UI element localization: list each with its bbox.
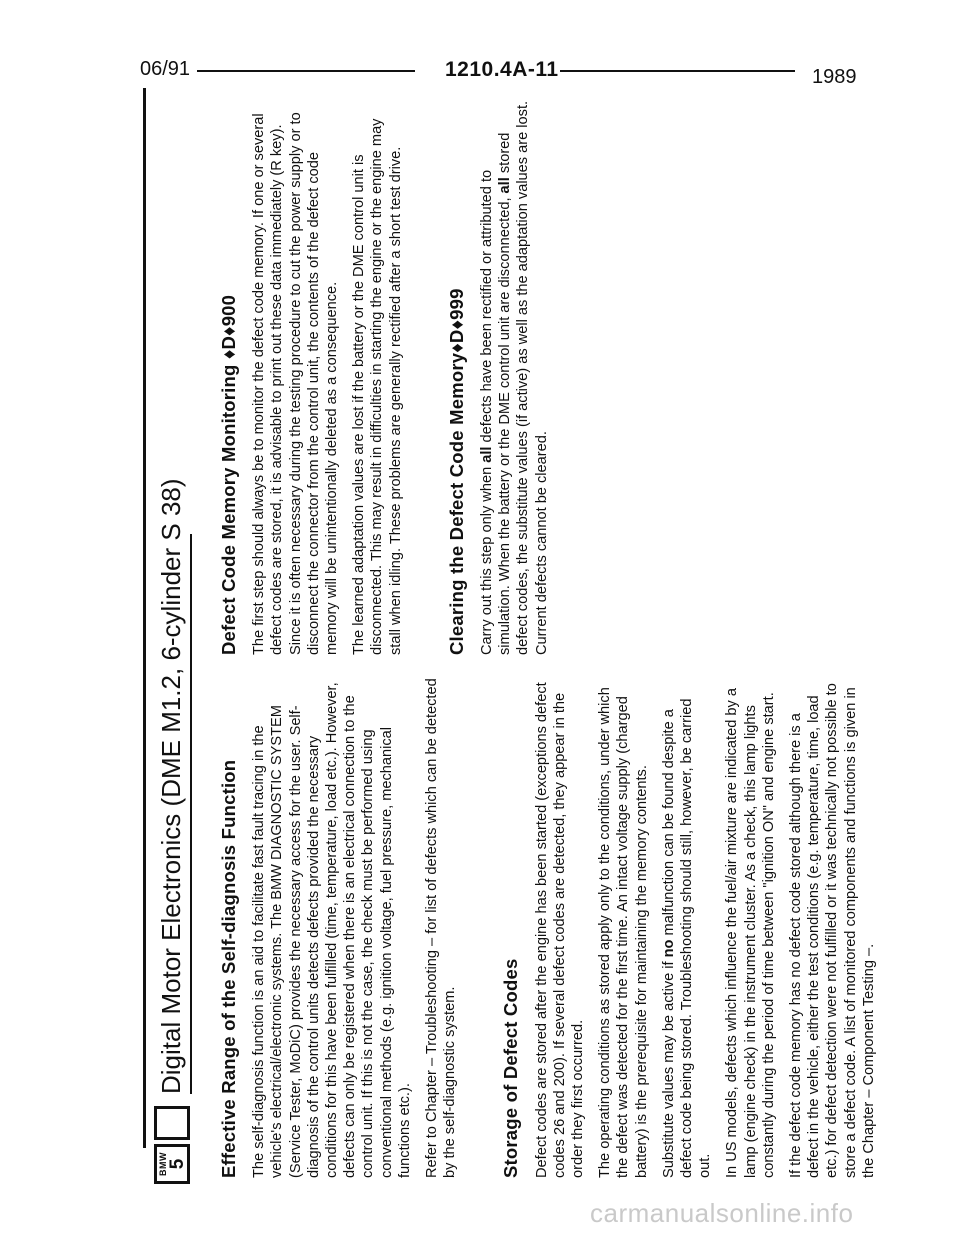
- page-title: Digital Motor Electronics (DME M1.2, 6-cylinder S 38): [156, 478, 186, 1094]
- logo-series: 5: [166, 1158, 188, 1170]
- header-year: 1989: [812, 66, 857, 88]
- heading-effective-range: Effective Range of the Self-diagnosis Function: [218, 759, 239, 1178]
- clearing-paragraph-1: Carry out this step only when all defects have been rectified or attributed to simulation. When the battery or the DME control unit are disconnected, all stored defect codes, the substitute values (if active) as well as the adaptation values are lost. Current defects cannot be cleared.: [479, 100, 550, 655]
- watermark: carmanualsonline.info: [590, 1198, 854, 1228]
- bmw-logo: [154, 1144, 190, 1184]
- heading-storage: Storage of Defect Codes: [500, 958, 522, 1178]
- storage-paragraph-3: Substitute values may be active if no malfunction can be found despite a defect code being stored. Troubleshooting should still, however, be carried out.: [660, 698, 714, 1178]
- storage-paragraph-5: If the defect code memory has no defect code stored although there is a defect in the vehicle, either the test conditions (e.g. temperature, time, load etc.) for defect detection were not fulfilled or it was technically not possible to store a defect code. A list of monitored components and functions is given in the Chapter – Component Testing –.: [788, 683, 877, 1178]
- rotated-content: [150, 80, 877, 1190]
- storage-paragraph-2: The operating conditions as stored apply only to the conditions, under which the defect was detected for the first time. An intact voltage supply (charged battery) is the prerequisite for maintaining the memory contents.: [597, 687, 650, 1178]
- header-rule-left: [197, 70, 415, 72]
- column-left: [220, 673, 887, 1178]
- column-right: [220, 100, 560, 655]
- title-row: [150, 80, 196, 1190]
- effective-paragraph-1: The self-diagnosis function is an aid to facilitate fast fault tracing in the vehicle's electrical/electronic systems. The BMW DIAGNOSTIC SYSTEM (Service Tester, MoDiC) provides the necessary access for the user. Self-diagnosis of the control units detects defects provided the necessary conditions for this have been fulfilled (time, temperature, load etc.). However, defects can only be registered when there is an electrical connection to the control unit. If this is not the case, the check must be performed using conventional methods (e.g. ignition voltage, fuel pressure, mechanical functions etc.).: [251, 682, 413, 1178]
- storage-paragraph-4: In US models, defects which influence the fuel/air mixture are indicated by a lamp (engine check) in the instrument cluster. As a check, this lamp lights constantly during the period of time between "ignition ON" and engine start.: [724, 688, 777, 1178]
- monitoring-paragraph-1: The first step should always be to monitor the defect code memory. If one or several defect codes are stored, it is advisable to print out these data immediately (R key). Since it is often necessary during the testing procedure to cut the power supply or to disconnect the connector from the control unit, the contents of the defect code memory will be unintentionally deleted as a consequence.: [251, 112, 341, 655]
- logo-box: [154, 1106, 190, 1140]
- effective-paragraph-2: Refer to Chapter – Troubleshooting – for list of defects which can be detected by the self-diagnostic system.: [424, 678, 459, 1178]
- heading-memory-monitoring: Defect Code Memory Monitoring ♦D♦900: [218, 294, 239, 655]
- header-code: 1210.4A-11: [445, 58, 559, 81]
- title-underline: [190, 534, 192, 1094]
- monitoring-paragraph-2: The learned adaptation values are lost if the battery or the DME control unit is disconnected. This may result in difficulties in starting the engine or the engine may stall when idling. These problems are generally rectified after a short test drive.: [351, 118, 404, 655]
- page-vertical-rule: [143, 88, 146, 1148]
- heading-clearing-memory: Clearing the Defect Code Memory♦D♦999: [445, 288, 467, 655]
- storage-paragraph-1: Defect codes are stored after the engine has been started (exceptions defect codes 26 and 200). If several defect codes are detected, they appear in the order they first occurred.: [533, 682, 587, 1178]
- header-rule-right: [560, 70, 795, 72]
- header-date: 06/91: [140, 58, 191, 80]
- logo-brand: BMW: [157, 1152, 168, 1176]
